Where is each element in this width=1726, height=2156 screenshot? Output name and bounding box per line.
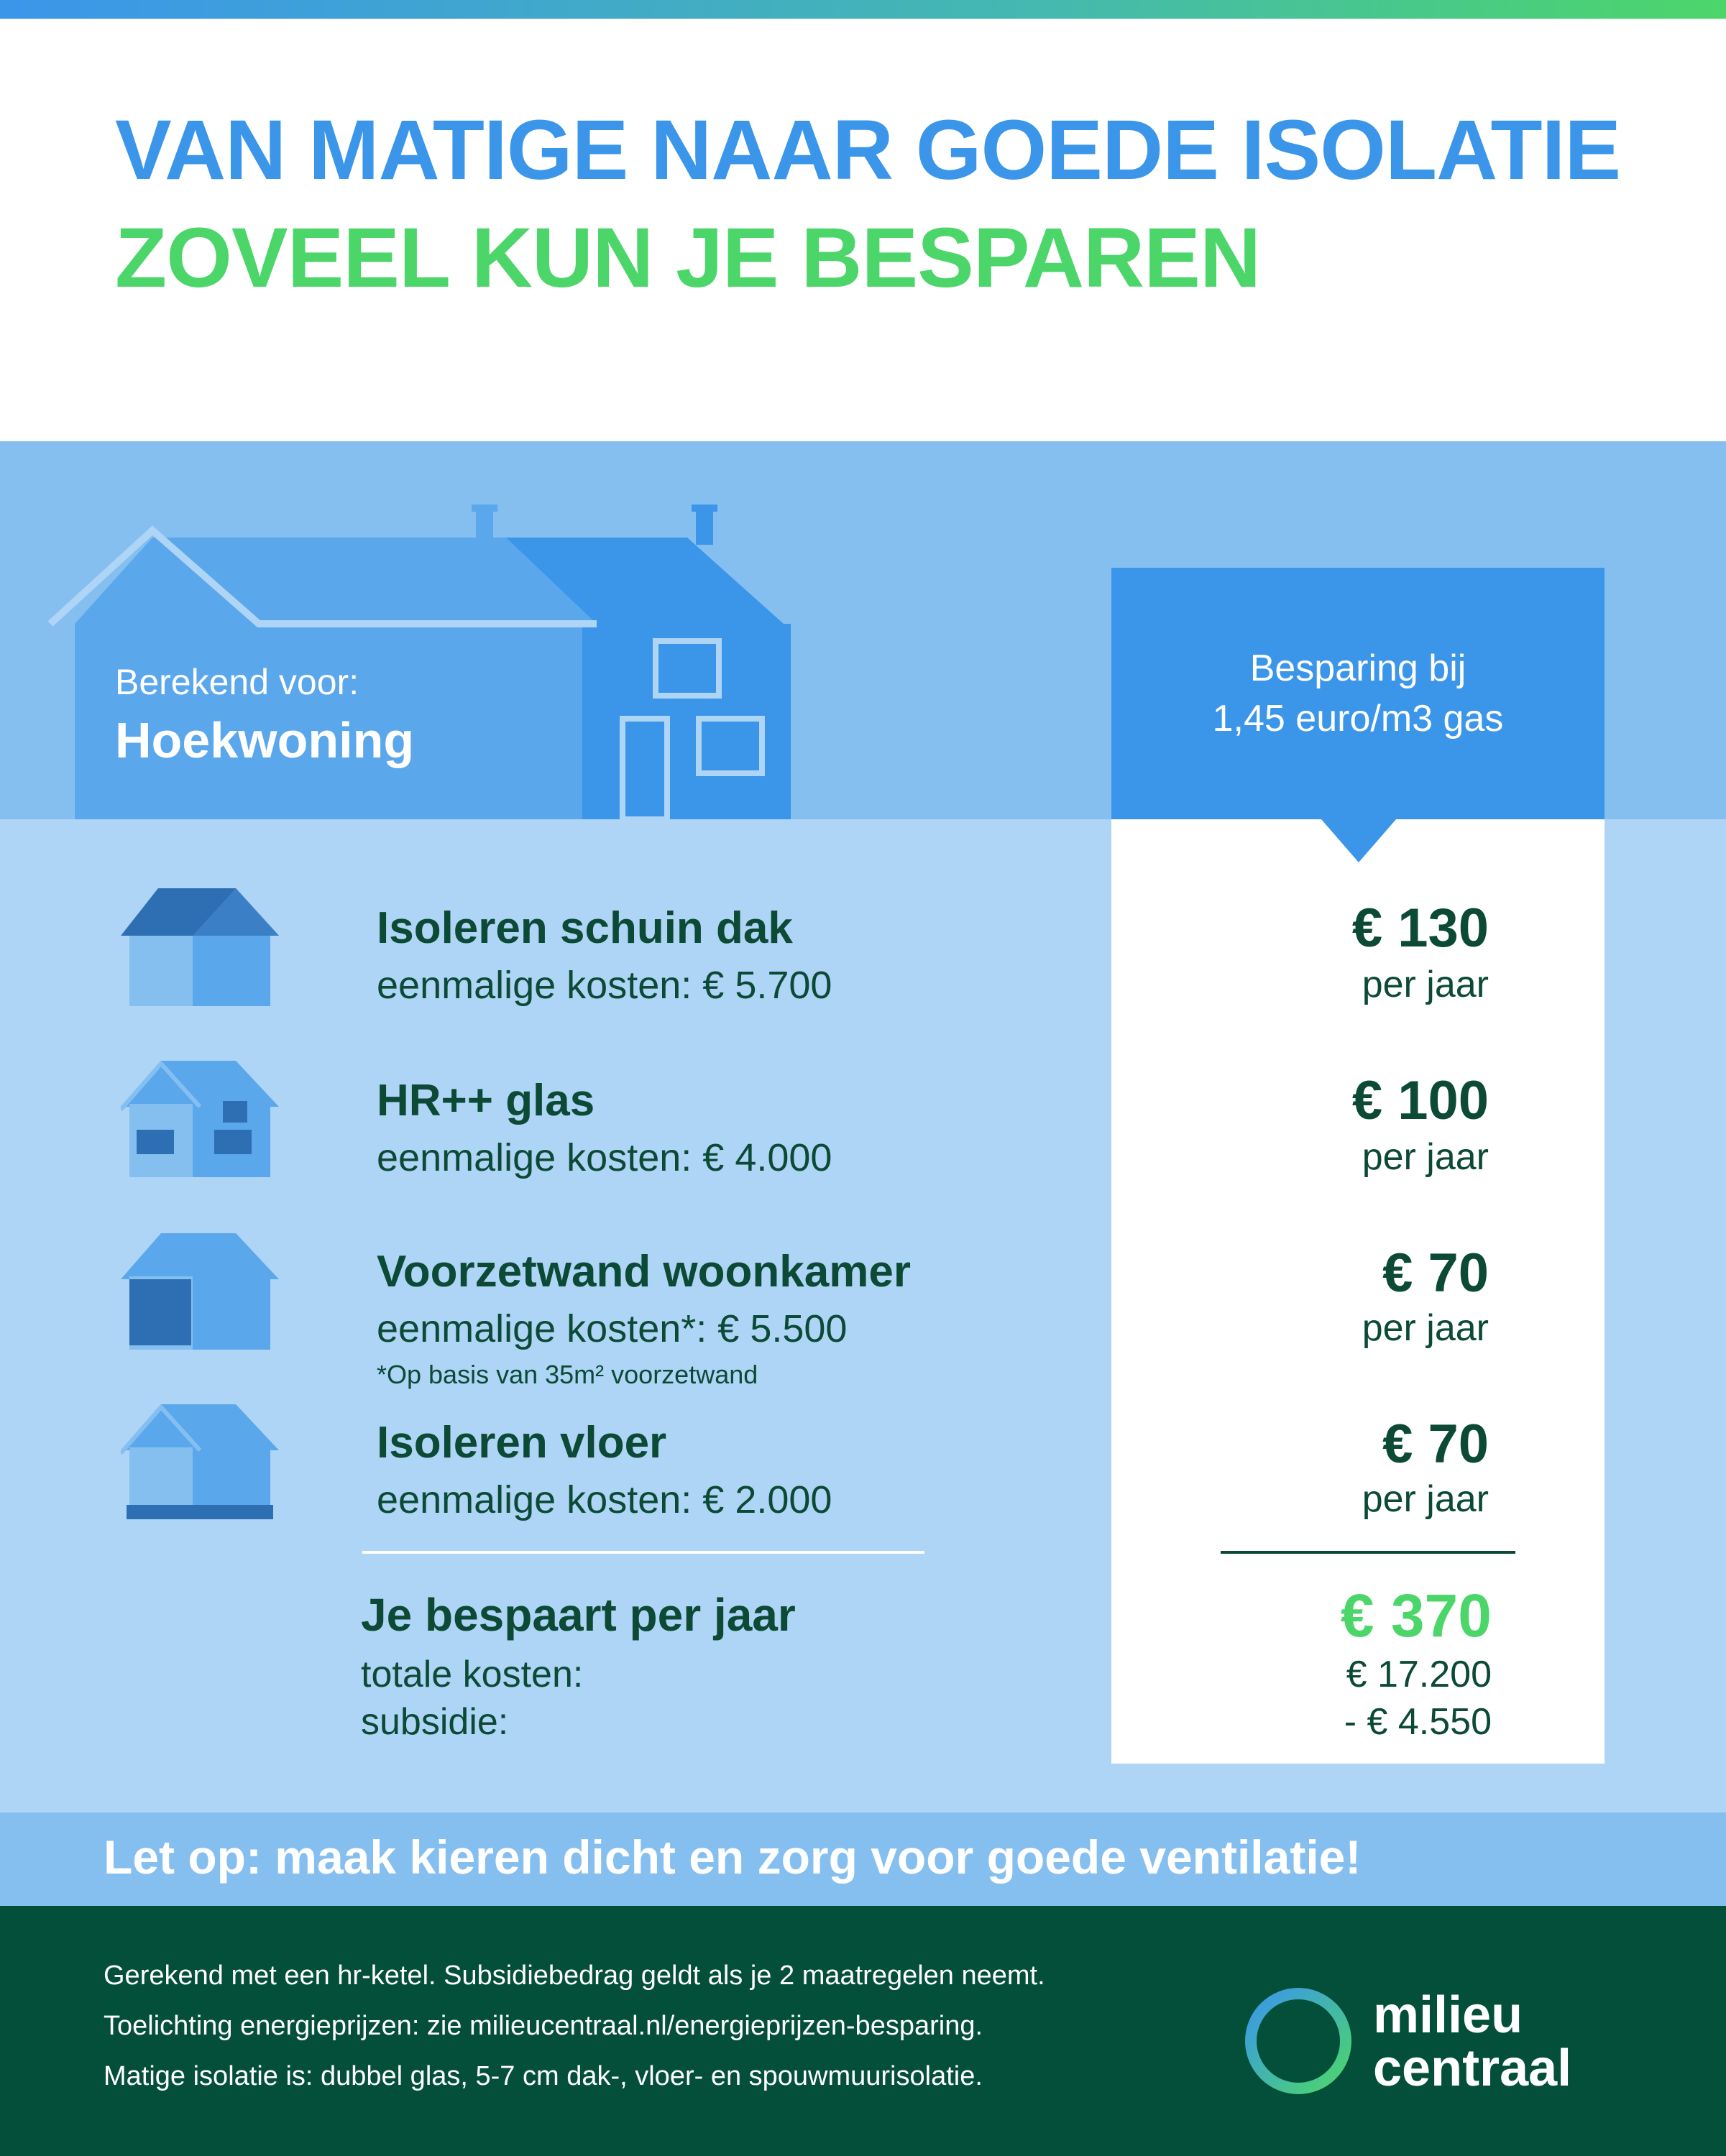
footer-line: Gerekend met een hr-ketel. Subsidiebedrag geldt als je 2 maatregelen neemt. [104,1961,1045,1991]
house-wall-icon [121,1232,279,1350]
total-title: Je bespaart per jaar [361,1589,796,1641]
measure-cost: eenmalige kosten: € 4.000 [377,1136,832,1179]
footer-line: Matige isolatie is: dubbel glas, 5-7 cm dak-, vloer- en spouwmuurisolatie. [104,2061,983,2091]
savings-panel-title: Besparing bij [1249,648,1466,689]
subsidy-label: subsidie: [361,1701,509,1743]
measure-saving-period: per jaar [1362,1136,1489,1178]
measure-title: HR++ glas [377,1076,595,1125]
subsidy-value: - € 4.550 [1344,1701,1492,1743]
measure-saving: € 70 [1382,1243,1489,1304]
calculated-for-label: Berekend voor: [115,662,359,702]
measure-saving-period: per jaar [1362,1478,1489,1520]
total-saving: € 370 [1340,1582,1492,1649]
milieu-centraal-logo-icon [1241,1984,1356,2099]
divider [362,1551,924,1554]
footer-line: Toelichting energieprijzen: zie milieucentraal.nl/energieprijzen-besparing. [104,2011,983,2041]
measure-saving: € 70 [1382,1414,1489,1475]
savings-panel-pointer [1321,819,1396,862]
measure-saving: € 100 [1351,1070,1489,1131]
savings-panel-gas-price: 1,45 euro/m3 gas [1212,698,1504,740]
logo-text-line2: centraal [1373,2040,1572,2097]
house-roof-icon [121,888,279,1006]
house-floor-icon [121,1403,279,1521]
total-cost-label: totale kosten: [361,1654,584,1695]
measure-title: Voorzetwand woonkamer [377,1247,911,1296]
total-cost-value: € 17.200 [1346,1654,1492,1695]
measure-title: Isoleren schuin dak [377,903,793,953]
measure-saving-period: per jaar [1362,1307,1489,1349]
savings-panel-header [1111,568,1605,819]
top-gradient-stripe [0,0,1726,19]
measure-cost: eenmalige kosten: € 2.000 [377,1478,832,1521]
page-title: VAN MATIGE NAAR GOEDE ISOLATIE [115,103,1621,198]
measure-footnote: *Op basis van 35m² voorzetwand [377,1360,758,1389]
divider [1221,1551,1515,1554]
page-subtitle: ZOVEEL KUN JE BESPAREN [115,211,1261,305]
measure-saving: € 130 [1351,898,1489,959]
calculated-for-value: Hoekwoning [115,712,415,768]
house-illustration [43,496,820,819]
measure-saving-period: per jaar [1362,964,1489,1005]
warning-text: Let op: maak kieren dicht en zorg voor goede ventilatie! [104,1830,1362,1884]
logo-text-line1: milieu [1373,1986,1523,2044]
measure-title: Isoleren vloer [377,1418,667,1468]
measure-cost: eenmalige kosten*: € 5.500 [377,1307,848,1350]
measure-cost: eenmalige kosten: € 5.700 [377,964,832,1007]
house-windows-icon [121,1059,279,1177]
